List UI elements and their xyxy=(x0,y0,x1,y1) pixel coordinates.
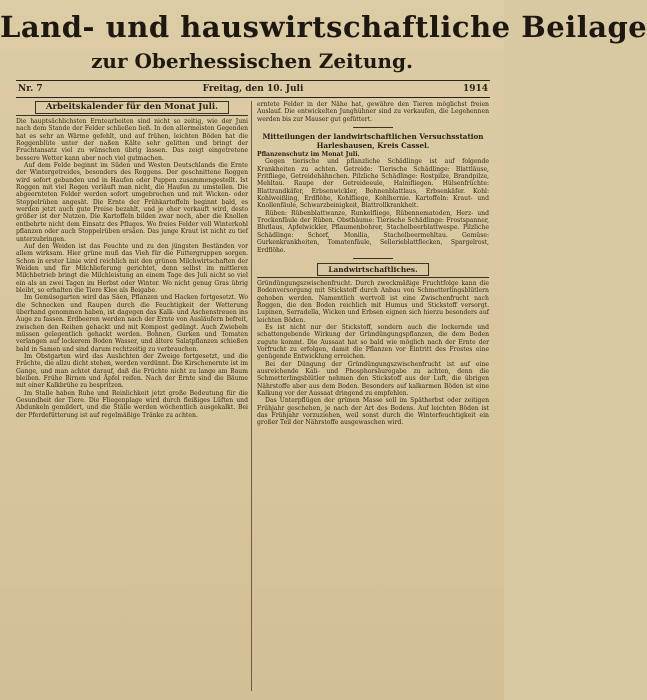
left-paragraph: Im Stalle haben Ruhe und Reinlichkeit jetzt große Bedeutung für die Gesundheit der Tiere. Die Fliegenplage wird durch fleißiges Lüften und Abdunkeln gemildert, und die Ställe werden wöchentlich ausgekalkt. Bei der Pferdefütterung ist auf regelmäßige Tränke zu achten. xyxy=(16,389,248,419)
section2-paragraph: Gründüngungszwischenfrucht. Durch zweckmäßige Fruchtfolge kann die Bodenversorgung mit Stickstoff durch Anbau von Schmetterlingsblütlern gehoben werden. Namentlich wertvoll ist eine Zwischenfrucht nach Roggen, die den Boden reichlich mit Humus und Stickstoff versorgt. Lupinen, Serradella, Wicken und Erbsen eignen sich hierzu besonders auf leichten Böden. xyxy=(257,279,489,324)
left-paragraph: Die hauptsächlichsten Erntearbeiten sind nicht so zeitig, wie der Juni nach dem Stande der Felder schließen ließ. In den allermeisten Gegenden hat es sehr an Wärme gefehlt, und auf frühen, leichten Böden hat die Roggenblüte unter der naßen Kälte sehr gelitten und bringt der Fruchtansatz viel zu wünschen übrig lassen. Das zeigt eingetretene bessere Wetter kann aber noch viel gutmachen. xyxy=(16,118,248,162)
left-paragraph: Auf dem Felde beginnt im Süden und Westen Deutschlands die Ernte der Wintergetreides, besonders des Roggens. Der geschnittene Roggen wird sofort gebunden und in Haufen oder Puppen zusammengestellt. Ist Roggen mit viel Regen verläuft man nicht, die Haufen zu umstellen. Die abgeernteten Felder werden sofort umgebrochen und mit Wicken- oder Stoppelrüben angesät. Die Ernte der Frühkartoffeln beginnt bald, es werden jetzt auch gute Preise bezahlt, und je eher verkauft wird, desto größer ist der Nutzen. Die Kartoffeln bilden zwar noch, aber die Knollen entbehrte nicht dem Einsatz des Pfluges. Wo freies Felder voll Winterkohl pflanzen oder auch Stoppelrüben ersäen. Das junge Kraut ist nicht zu tief unterzubringen. xyxy=(16,162,248,243)
section2-heading: Landwirtschaftliches. xyxy=(257,263,489,278)
notice-title: Mitteilungen der landwirtschaftlichen Versuchsstation Harleshausen, Kreis Cassel. xyxy=(262,132,484,151)
notice-lead xyxy=(257,151,489,158)
column-divider xyxy=(251,101,252,691)
issue-line xyxy=(18,84,488,96)
left-column-heading: Arbeitskalender für den Monat Juli. xyxy=(16,101,248,116)
section-divider xyxy=(353,258,393,259)
right-column xyxy=(257,101,489,693)
left-paragraph: Im Gemüsegarten wird das Säen, Pflanzen und Hacken fortgesetzt. Wo die Schnecken und Raupen durch die Feuchtigkeit der Wetterung überhand genommen haben, ist dagegen das Kalk- und Aschenstreuen ins Auge zu fassen. Erdbeeren werden nach der Ernte von Ausläufern befreit, zwischen den Reihen gehackt und mit Kompost gedüngt. Auch Zwiebeln müssen gelegentlich gehackt werden. Bohnen, Gurken und Tomaten verlangen auf lockerem Boden Wasser, und ältere Salatpflanzen schießen bald in Samen und sind darum rechtzeitig zu verbrauchen. xyxy=(16,294,248,353)
section2-paragraph: Das Unterpflügen der grünen Masse soll im Spätherbst oder zeitigen Frühjahr geschehen, je nach der Art des Bodens. Auf leichten Böden ist das Frühjahr vorzuziehen, weil sonst durch die Winterfeuchtigkeit ein großer Teil der Nährstoffe ausgewaschen wird. xyxy=(257,397,489,427)
notice-paragraph: Gegen tierische und pflanzliche Schädlinge ist auf folgende Krankheiten zu achten. Getreide: Tierische Schädlinge: Blattläuse, Fritfliege, Getreidehähnchen. Pilzliche Schädlinge: Rostpilze, Brandpilze, Mehltau. Raupe der Getreideeule, Halmfliegen. Hülsenfrüchte: Blattrandkäfer, Erbsenwickler, Bohnenblattlaus, Erbsenkäfer. Kohl: Kohlweißling, Erdflöhe, Kohlfliege, Kohlhernie. Kartoffeln: Kraut- und Knollenfäule, Schwarzbeinigkeit, Blattrollkrankheit. xyxy=(257,158,489,210)
masthead-rule-top xyxy=(16,80,490,81)
masthead-rule-bottom xyxy=(16,97,490,98)
section2-paragraph: Es ist nicht nur der Stickstoff, sondern auch die lockernde und schattengebende Wirkung der Gründüngungspflanzen, die dem Boden zugute kommt. Die Aussaat hat so bald wie möglich nach der Ernte der Vorfrucht zu erfolgen, damit die Pflanzen vor Eintritt des Frostes eine genügende Entwicklung erreichen. xyxy=(257,323,489,361)
notice-subtitle: Pflanzenschutz im Monat Juli. xyxy=(257,151,360,159)
left-column xyxy=(16,101,248,693)
section2-paragraph: Bei der Düngung der Gründüngungszwischenfrucht ist auf eine ausreichende Kali- und Phosphorsäuregabe zu achten, denn die Schmetterlingsblütler nehmen den Stickstoff aus der Luft, die übrigen Nährstoffe aber aus dem Boden. Besonders auf kalkarmen Böden ist eine Kalkung vor der Aussaat dringend zu empfehlen. xyxy=(257,360,489,397)
masthead-title: Land- und hauswirtschaftliche Beilage xyxy=(0,10,647,44)
right-intro: erntete Felder in der Nähe hat, gewähre den Tieren möglichst freien Auslauf. Die entwickelten Junghühner sind zu verkaufen, die Legehennen werden bis zur Mauser gut gefüttert. xyxy=(257,101,489,123)
left-paragraph: Auf den Weiden ist das Feuchte und zu den jüngsten Beständen vor allem wirksam. Hier grüne muß das Vieh für die Futtergruppen sorgen. Schon in erster Linie wird reichlich mit den grünen Milchwirtschaften der Weiden und für Milchlieferung gerichtet, denn selbst im mittleren Milchbetrieb bringt die Milchleistung an einem Tage des Juli nicht so viel ein als an zwei Tagen im Herbst oder Winter. Wo nicht genug Gras übrig bleibt, so erhalten die Tiere Klee als Beigabe. xyxy=(16,242,248,294)
notice-paragraph: Rüben: Rübenblattwanze, Runkelfliege, Rübennematoden, Herz- und Trockenfäule der Rüben. Obstbäume: Tierische Schädlinge: Frostspanner, Blutlaus, Apfelwickler, Pflaumenbohrer, Stachelbeerblattwespe. Pilzliche Schädlinge: Schorf, Monilia, Stachelbeermehltau. Gemüse: Gurkenkrankheiten, Tomatenfäule, Sellerieblattflecken, Spargelrost, Erdflöhe. xyxy=(257,209,489,254)
left-paragraph: Im Obstgarten wird das Auslichten der Zweige fortgesetzt, und die Früchte, die allzu dicht stehen, werden verdünnt. Die Kirschenernte ist im Gange, und man achtet darauf, daß die Früchte nicht zu lange am Baum bleiben. Frühe Birnen und Äpfel reifen. Nach der Ernte sind die Bäume mit einer Kalkbrühe zu bespritzen. xyxy=(16,353,248,390)
issue-date: Freitag, den 10. Juli xyxy=(202,84,304,94)
section-divider xyxy=(353,127,393,128)
issue-number: Nr. 7 xyxy=(18,84,43,94)
issue-year: 1914 xyxy=(462,84,488,94)
masthead-subtitle: zur Oberhessischen Zeitung. xyxy=(91,49,413,73)
